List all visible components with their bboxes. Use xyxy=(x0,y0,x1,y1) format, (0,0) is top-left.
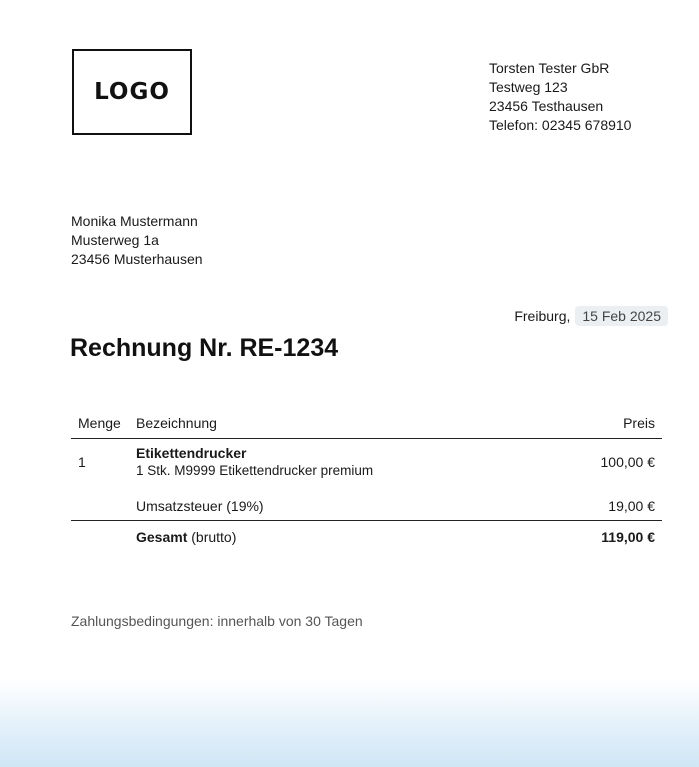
tax-row xyxy=(71,484,662,521)
item-description: 1 Stk. M9999 Etikettendrucker premium xyxy=(136,463,374,478)
recipient-name: Monika Mustermann xyxy=(71,213,198,229)
payment-terms: Zahlungsbedingungen: innerhalb von 30 Tagen xyxy=(71,613,363,629)
header-price: Preis xyxy=(548,410,662,439)
total-label xyxy=(129,521,548,552)
sender-address xyxy=(489,59,631,135)
recipient-address xyxy=(71,212,203,269)
invoice-title: Rechnung Nr. RE-1234 xyxy=(70,334,339,362)
header-description: Bezeichnung xyxy=(129,410,548,439)
sender-street: Testweg 123 xyxy=(489,79,568,95)
sender-company: Torsten Tester GbR xyxy=(489,60,610,76)
date-field[interactable]: 15 Feb 2025 xyxy=(575,306,668,326)
place-date xyxy=(514,306,668,326)
total-label-bold: Gesamt xyxy=(136,529,188,545)
sender-phone: Telefon: 02345 678910 xyxy=(489,117,632,133)
total-empty-cell xyxy=(71,521,129,552)
logo-placeholder: LOGO xyxy=(72,49,192,135)
total-amount: 119,00 € xyxy=(548,521,662,552)
tax-empty-cell xyxy=(71,484,129,521)
recipient-street: Musterweg 1a xyxy=(71,232,159,248)
invoice-items-table xyxy=(71,410,662,551)
sender-city: 23456 Testhausen xyxy=(489,98,604,114)
item-title: Etikettendrucker xyxy=(136,445,247,461)
tax-amount: 19,00 € xyxy=(608,498,655,514)
total-row xyxy=(71,521,662,552)
tax-label: Umsatzsteuer (19%) xyxy=(136,498,264,514)
item-price: 100,00 € xyxy=(600,453,655,470)
place-label: Freiburg, xyxy=(514,308,571,324)
item-cell xyxy=(129,439,548,485)
header-quantity: Menge xyxy=(71,410,129,439)
item-quantity: 1 xyxy=(78,453,86,470)
recipient-city: 23456 Musterhausen xyxy=(71,251,203,267)
table-row xyxy=(71,439,662,485)
total-label-suffix: (brutto) xyxy=(191,529,237,545)
table-header-row xyxy=(71,410,662,439)
